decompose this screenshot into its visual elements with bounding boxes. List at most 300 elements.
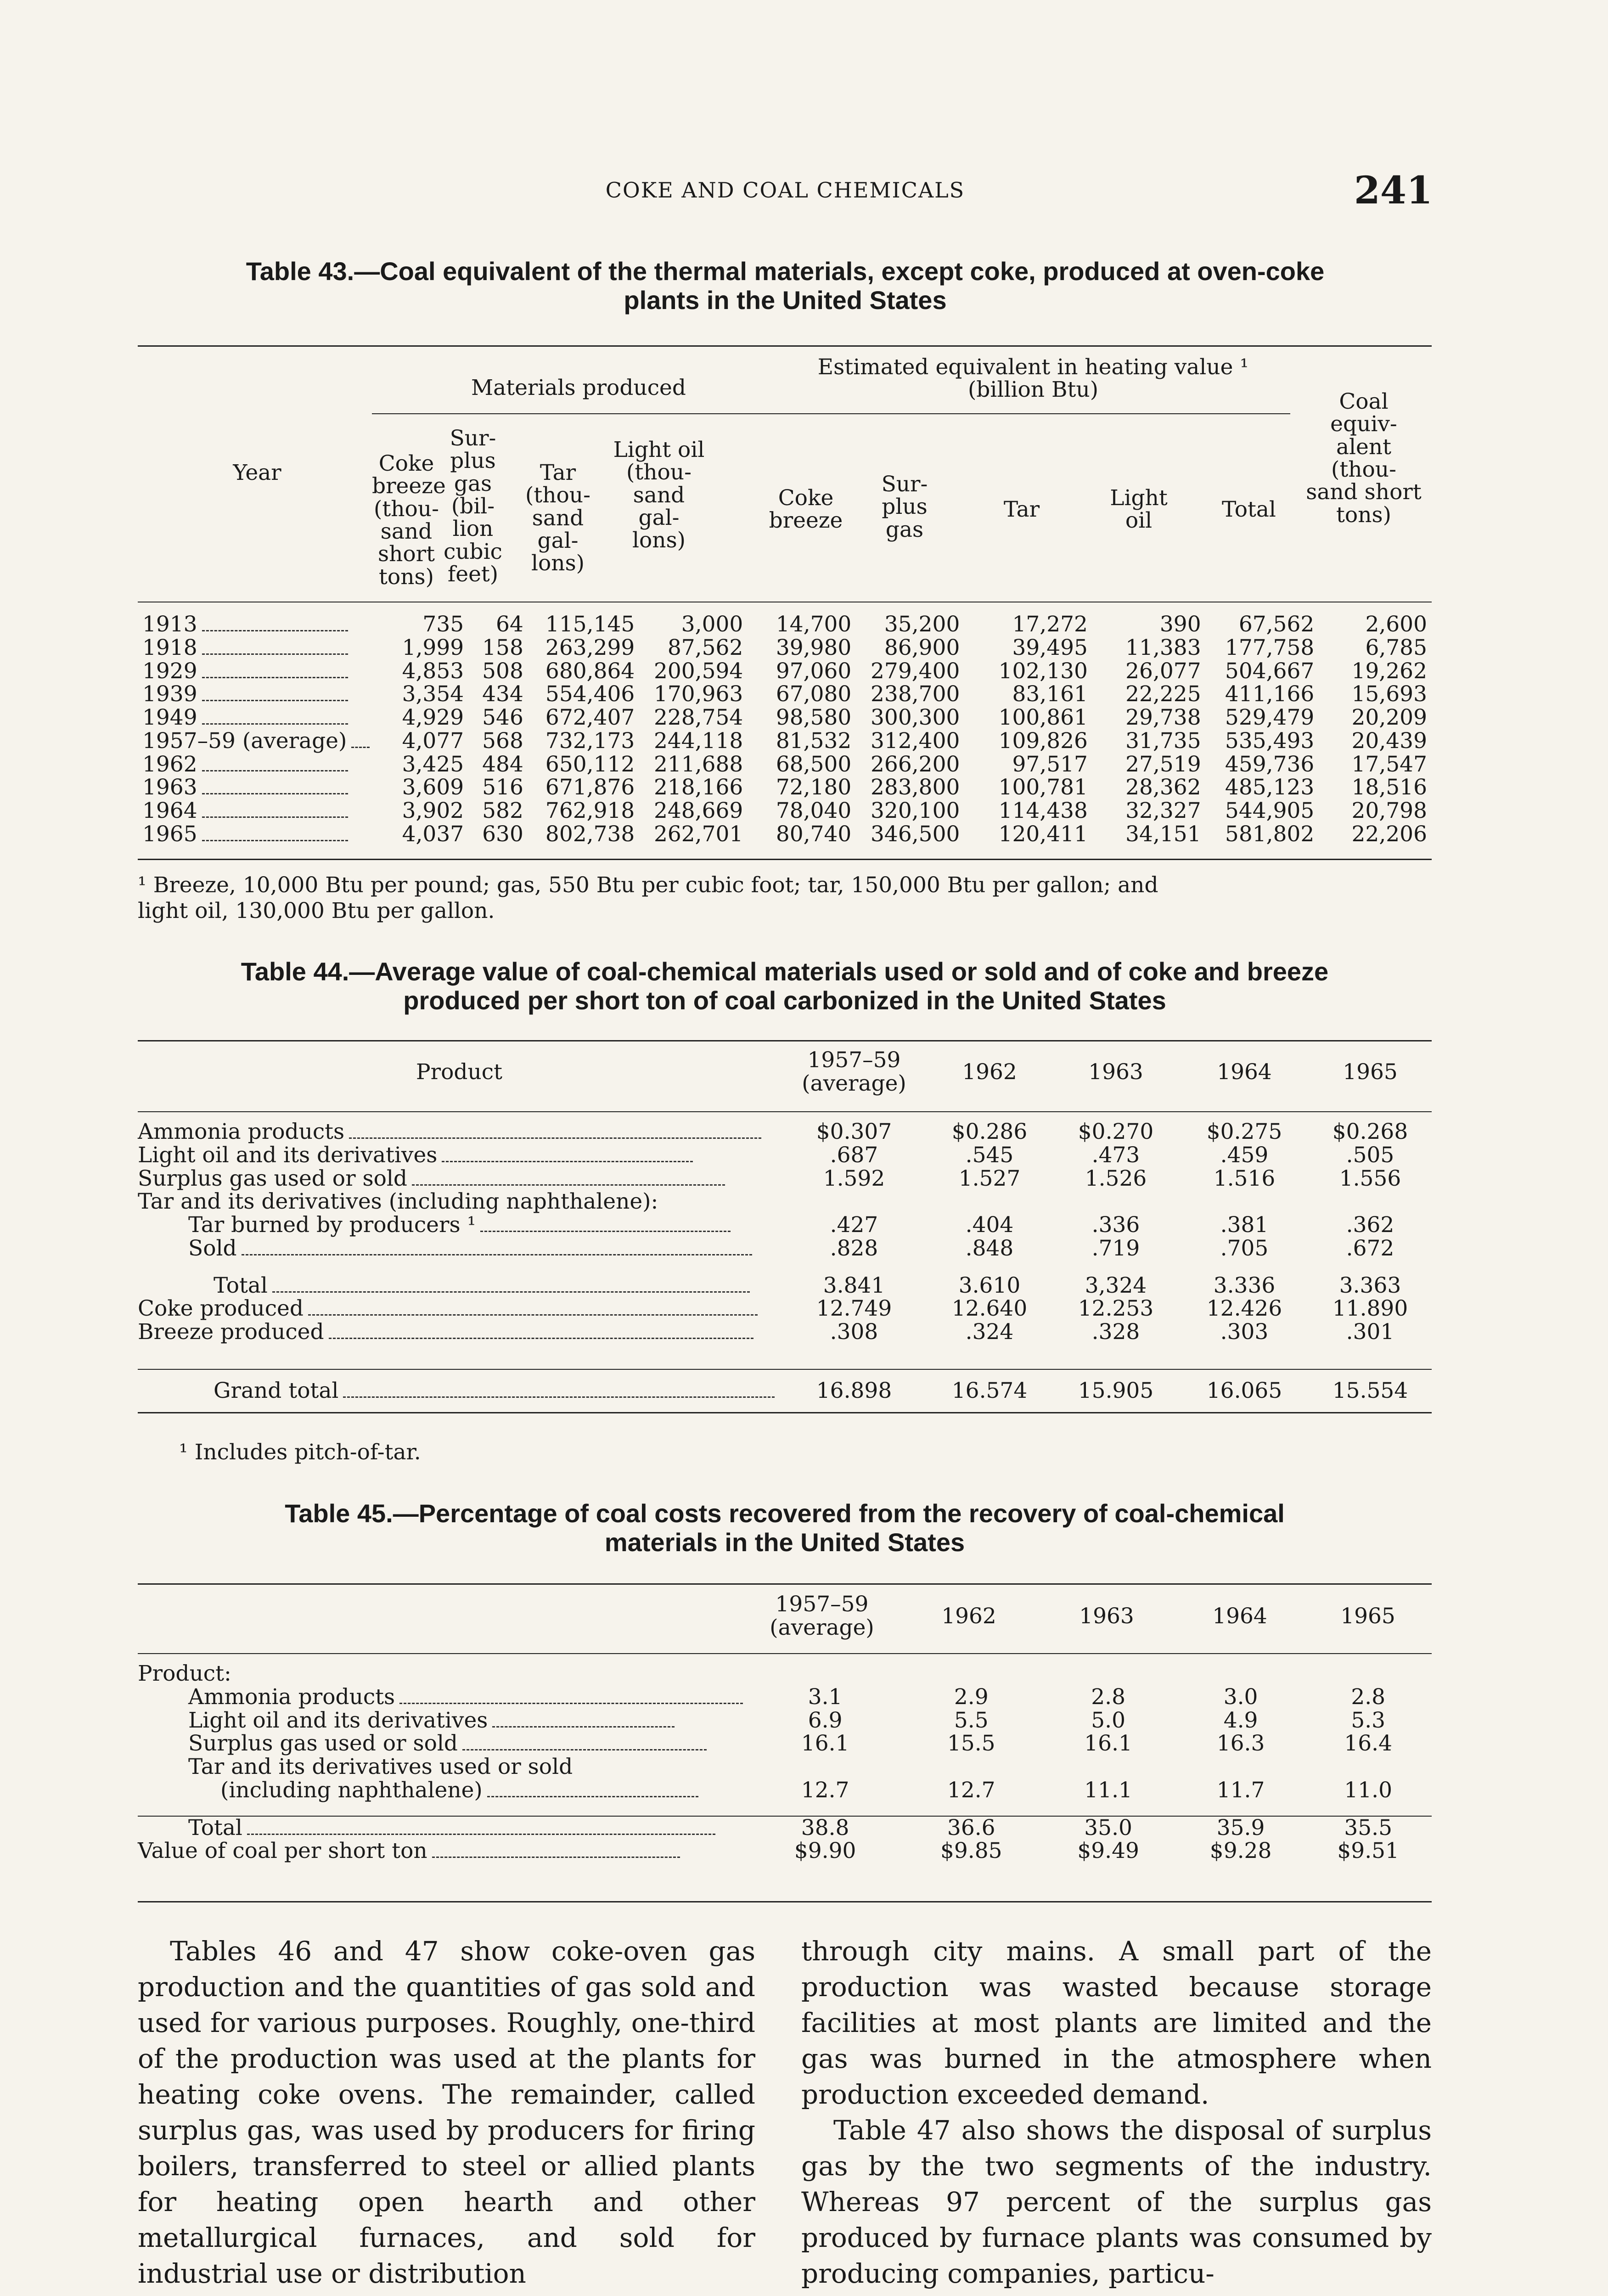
table43-col-surplus-gas: Sur- plus gas (bil- lion cubic feet) — [443, 426, 503, 587]
value-text: 16.898 — [816, 1378, 892, 1403]
value-text: 109,826 — [998, 728, 1088, 754]
value-text: 16.1 — [1084, 1731, 1132, 1756]
value-text: 228,754 — [653, 705, 743, 730]
cell-value — [1309, 1321, 1432, 1344]
year-text: 1918 — [142, 635, 197, 660]
table45-title-line2: materials in the United States — [604, 1527, 965, 1557]
row-label — [138, 753, 389, 777]
cell-value — [1180, 1214, 1309, 1237]
table-row — [138, 1840, 1432, 1863]
cell-value — [528, 753, 639, 777]
table-row — [138, 1756, 1432, 1779]
value-text: 485,123 — [1225, 775, 1315, 800]
value-text: 14,700 — [776, 612, 852, 637]
cell-value — [928, 1297, 1051, 1321]
cell-value — [528, 683, 639, 706]
cell-value — [928, 1237, 1051, 1261]
cell-value — [964, 660, 1092, 683]
value-text: 114,438 — [998, 798, 1088, 823]
cell-value — [928, 1167, 1051, 1191]
value-text: 300,300 — [871, 705, 960, 730]
spacer-row — [138, 1261, 1432, 1274]
cell-value — [1051, 1297, 1180, 1321]
table-row — [138, 613, 1432, 636]
value-text: 64 — [496, 612, 523, 637]
cell-value — [528, 730, 639, 753]
value-text: 78,040 — [776, 798, 852, 823]
value-text: 5.5 — [954, 1707, 989, 1733]
value-text: $9.28 — [1209, 1838, 1272, 1864]
cell-value — [389, 730, 468, 753]
cell-value — [1051, 1369, 1180, 1413]
cell-value — [1092, 636, 1206, 660]
value-text: 5.3 — [1351, 1707, 1386, 1733]
table43-group-rule — [372, 413, 1290, 414]
cell-value — [1040, 1816, 1176, 1840]
cell-value — [928, 1120, 1051, 1144]
value-text: 508 — [482, 658, 523, 684]
value-text: $0.286 — [951, 1119, 1028, 1144]
table43-footnote-line2: light oil, 130,000 Btu per gallon. — [138, 898, 495, 924]
body-right-paragraph-1: through city mains. A small part of the production was wasted because storage facilities at most plants are limited and the gas was burned in the atmosphere when production exceeded demand. — [801, 1936, 1432, 2110]
leader-dots — [247, 1834, 715, 1835]
table-row — [138, 753, 1432, 777]
value-text: 581,802 — [1225, 821, 1315, 847]
cell-value — [1180, 1274, 1309, 1298]
value-text: .672 — [1346, 1235, 1394, 1261]
cell-value — [468, 706, 528, 730]
table-row — [138, 1120, 1432, 1144]
table43-footnote — [138, 872, 1432, 924]
cell-value — [1319, 683, 1432, 706]
body-left-column — [138, 1933, 755, 2291]
cell-value — [1051, 1144, 1180, 1167]
cell-value — [639, 776, 748, 799]
value-text: $9.51 — [1337, 1838, 1399, 1864]
value-text: 1.527 — [958, 1165, 1021, 1191]
value-text: 158 — [482, 635, 523, 660]
cell-value — [1206, 706, 1319, 730]
value-text: 3.610 — [958, 1272, 1021, 1298]
value-text: 630 — [482, 821, 523, 847]
row-label — [138, 1779, 748, 1802]
value-text: 320,100 — [871, 798, 960, 823]
value-text: 98,580 — [776, 705, 852, 730]
table-row — [138, 660, 1432, 683]
cell-value — [1051, 1167, 1180, 1191]
table43-group-materials: Materials produced — [471, 375, 686, 400]
table-row — [138, 1321, 1432, 1344]
table43-title-line1: Table 43.—Coal equivalent of the thermal materials, except coke, produced at oven-coke — [246, 257, 1325, 286]
value-text: 218,166 — [653, 775, 743, 800]
cell-value — [639, 730, 748, 753]
cell-value — [468, 753, 528, 777]
cell-value — [1319, 636, 1432, 660]
cell-value — [748, 799, 856, 823]
row-label-text: Sold — [188, 1235, 237, 1261]
table44-body — [138, 1120, 1432, 1413]
table-row — [138, 1214, 1432, 1237]
table43-col-light-oil: Light oil (thou- sand gal- lons) — [613, 437, 705, 553]
cell-value — [639, 706, 748, 730]
row-label — [138, 776, 389, 799]
cell-value — [639, 660, 748, 683]
row-label-text: Coke produced — [138, 1296, 304, 1322]
cell-value — [1040, 1709, 1176, 1733]
value-text: 72,180 — [776, 775, 852, 800]
row-label — [138, 1840, 748, 1863]
year-text: 1957–59 (average) — [142, 728, 347, 754]
cell-value — [1309, 1297, 1432, 1321]
row-label-text: Ammonia products — [138, 1119, 345, 1144]
cell-value — [1180, 1321, 1309, 1344]
value-text: 31,735 — [1125, 728, 1201, 754]
leader-dots — [349, 1137, 761, 1139]
leader-dots — [242, 1254, 752, 1255]
table43-col-eq-tar: Tar — [1003, 497, 1040, 522]
table45-top-rule — [138, 1583, 1432, 1585]
table43-footnote-line1: ¹ Breeze, 10,000 Btu per pound; gas, 550 Btu per cubic foot; tar, 150,000 Btu per gallon; and — [138, 872, 1158, 898]
value-text: 546 — [482, 705, 523, 730]
cell-value — [964, 776, 1092, 799]
cell-value — [1180, 1144, 1309, 1167]
leader-dots — [308, 1314, 758, 1316]
table44-col-1963: 1963 — [1088, 1059, 1143, 1085]
value-text: 434 — [482, 681, 523, 707]
cell-value — [1309, 1369, 1432, 1413]
row-label — [138, 823, 389, 846]
row-label — [138, 799, 389, 823]
value-text: .687 — [830, 1142, 878, 1168]
cell-value — [781, 1120, 928, 1144]
row-label — [138, 706, 389, 730]
value-text: 16.065 — [1206, 1378, 1282, 1403]
cell-value — [468, 776, 528, 799]
value-text: $0.270 — [1078, 1119, 1154, 1144]
table45-body — [138, 1662, 1432, 1863]
value-text: 170,963 — [653, 681, 743, 707]
table44-header-rule — [138, 1111, 1432, 1112]
cell-value — [964, 613, 1092, 636]
cell-value — [1177, 1840, 1305, 1863]
value-text: 238,700 — [871, 681, 960, 707]
value-text: $0.268 — [1332, 1119, 1408, 1144]
cell-value — [748, 1840, 903, 1863]
table45-col-1957-59 — [744, 1591, 900, 1642]
value-text: 29,738 — [1125, 705, 1201, 730]
value-text: 20,209 — [1351, 705, 1427, 730]
cell-value — [389, 613, 468, 636]
table-row — [138, 1732, 1432, 1756]
cell-value — [468, 823, 528, 846]
cell-value — [856, 683, 964, 706]
value-text: 346,500 — [871, 821, 960, 847]
cell-value — [856, 706, 964, 730]
value-text: 4,077 — [402, 728, 464, 754]
value-text: 102,130 — [998, 658, 1088, 684]
value-text: 762,918 — [545, 798, 635, 823]
table44-col-1964: 1964 — [1217, 1059, 1272, 1085]
table45-title-line1: Table 45.—Percentage of coal costs recovered from the recovery of coal-chemical — [285, 1499, 1285, 1528]
value-text: 3,425 — [402, 751, 464, 777]
cell-value — [748, 636, 856, 660]
cell-value — [1206, 799, 1319, 823]
row-label-text: Value of coal per short ton — [138, 1838, 427, 1864]
value-text: 3,324 — [1085, 1272, 1147, 1298]
cell-value — [528, 706, 639, 730]
value-text: 279,400 — [871, 658, 960, 684]
value-text: 1.556 — [1339, 1165, 1401, 1191]
table-row — [138, 636, 1432, 660]
value-text: 3,609 — [402, 775, 464, 800]
value-text: 81,532 — [776, 728, 852, 754]
value-text: 32,327 — [1125, 798, 1201, 823]
table44-title-line1: Table 44.—Average value of coal-chemical materials used or sold and of coke and breeze — [241, 957, 1329, 986]
value-text: 200,594 — [653, 658, 743, 684]
table43-col-eq-coke-breeze: Coke breeze — [769, 485, 843, 534]
cell-value — [639, 613, 748, 636]
value-text: .303 — [1220, 1319, 1269, 1345]
cell-value — [468, 636, 528, 660]
table43-body — [138, 613, 1432, 846]
table43-top-rule — [138, 345, 1432, 347]
table43-col-eq-light-oil: Light oil — [1110, 485, 1168, 534]
value-text: 1.516 — [1213, 1165, 1276, 1191]
table45-col-1962: 1962 — [941, 1603, 996, 1629]
table45-col-1964: 1964 — [1212, 1603, 1267, 1629]
value-text: 87,562 — [667, 635, 743, 660]
table-row — [138, 1686, 1432, 1709]
value-text: 484 — [482, 751, 523, 777]
row-label-text: Product: — [138, 1661, 231, 1686]
cell-value — [964, 730, 1092, 753]
value-text: 568 — [482, 728, 523, 754]
value-text: .459 — [1220, 1142, 1269, 1168]
table44-top-rule — [138, 1040, 1432, 1041]
value-text: 16.1 — [801, 1731, 849, 1756]
value-text: 177,758 — [1225, 635, 1315, 660]
cell-value — [528, 660, 639, 683]
table43-group-equivalent — [771, 356, 1295, 401]
value-text: 34,151 — [1125, 821, 1201, 847]
leader-dots — [202, 677, 348, 678]
table-row — [138, 776, 1432, 799]
cell-value — [781, 1167, 928, 1191]
value-text: 17,547 — [1351, 751, 1427, 777]
year-text: 1963 — [142, 775, 197, 800]
value-text: 3,354 — [402, 681, 464, 707]
value-text: 3.1 — [808, 1684, 843, 1710]
value-text: 535,493 — [1225, 728, 1315, 754]
cell-value — [1206, 823, 1319, 846]
table45-header-rule — [138, 1653, 1432, 1654]
value-text: 6,785 — [1365, 635, 1427, 660]
leader-dots — [480, 1231, 731, 1232]
body-right-column — [801, 1933, 1432, 2291]
cell-value — [1092, 706, 1206, 730]
year-text: 1949 — [142, 705, 197, 730]
cell-value — [1177, 1709, 1305, 1733]
value-text: 12.7 — [801, 1777, 849, 1803]
value-text: $9.85 — [940, 1838, 1002, 1864]
table45-col-1965: 1965 — [1340, 1603, 1395, 1629]
cell-value — [856, 753, 964, 777]
cell-value — [1040, 1732, 1176, 1756]
value-text: 67,080 — [776, 681, 852, 707]
row-label-text: (including naphthalene) — [220, 1777, 483, 1803]
cell-value — [1304, 1709, 1432, 1733]
cell-value — [748, 683, 856, 706]
value-text: $9.49 — [1077, 1838, 1139, 1864]
value-text: 735 — [422, 612, 464, 637]
row-label — [138, 1709, 748, 1733]
cell-value — [528, 636, 639, 660]
grand-total-rule — [138, 1344, 1432, 1369]
cell-value — [1304, 1686, 1432, 1709]
value-text: 19,262 — [1351, 658, 1427, 684]
cell-value — [903, 1709, 1040, 1733]
table45-col-1957-59-line1: 1957–59 — [775, 1592, 869, 1617]
value-text: 266,200 — [871, 751, 960, 777]
cell-value — [928, 1214, 1051, 1237]
value-text: 97,060 — [776, 658, 852, 684]
cell-value — [748, 660, 856, 683]
cell-value — [856, 776, 964, 799]
table-row — [138, 1190, 1432, 1214]
cell-value — [1304, 1732, 1432, 1756]
cell-value — [389, 660, 468, 683]
cell-value — [856, 636, 964, 660]
cell-value — [928, 1321, 1051, 1344]
value-text: 4,037 — [402, 821, 464, 847]
cell-value — [781, 1369, 928, 1413]
cell-value — [781, 1297, 928, 1321]
cell-value — [389, 823, 468, 846]
leader-dots — [202, 770, 348, 771]
total-rule — [138, 1802, 1432, 1816]
value-text: 211,688 — [653, 751, 743, 777]
row-label — [138, 1237, 781, 1261]
value-text: 3.0 — [1223, 1684, 1258, 1710]
leader-dots — [462, 1749, 707, 1750]
cell-value — [1206, 683, 1319, 706]
cell-value — [1319, 799, 1432, 823]
value-text: .545 — [965, 1142, 1014, 1168]
cell-value — [781, 1321, 928, 1344]
row-label — [138, 1686, 748, 1709]
cell-value — [748, 1732, 903, 1756]
value-text: 2,600 — [1365, 612, 1427, 637]
value-text: 15.5 — [947, 1731, 995, 1756]
cell-value — [1309, 1214, 1432, 1237]
value-text: 100,861 — [998, 705, 1088, 730]
value-text: 115,145 — [545, 612, 635, 637]
cell-value — [748, 823, 856, 846]
leader-dots — [202, 793, 348, 794]
value-text: $0.275 — [1206, 1119, 1282, 1144]
cell-value — [1309, 1120, 1432, 1144]
row-label — [138, 1120, 781, 1144]
value-text: 39,980 — [776, 635, 852, 660]
value-text: 38.8 — [801, 1815, 849, 1840]
value-text: 4,853 — [402, 658, 464, 684]
cell-value — [964, 823, 1092, 846]
value-text: 680,864 — [545, 658, 635, 684]
value-text: 11.890 — [1332, 1296, 1408, 1322]
table-row — [138, 683, 1432, 706]
cell-value — [468, 730, 528, 753]
cell-value — [1051, 1237, 1180, 1261]
leader-dots — [432, 1857, 680, 1858]
row-label-text: Tar burned by producers ¹ — [188, 1212, 476, 1238]
table43-title-line2: plants in the United States — [624, 285, 947, 315]
cell-value — [1304, 1840, 1432, 1863]
value-text: 15,693 — [1351, 681, 1427, 707]
spacer-row — [138, 1802, 1432, 1816]
cell-value — [856, 613, 964, 636]
value-text: 35.0 — [1084, 1815, 1132, 1840]
value-text: 11,383 — [1125, 635, 1201, 660]
row-label — [138, 730, 389, 753]
leader-dots — [492, 1726, 675, 1728]
cell-value — [1319, 706, 1432, 730]
year-text: 1962 — [142, 751, 197, 777]
cell-value — [1206, 730, 1319, 753]
value-text: 1,999 — [402, 635, 464, 660]
leader-dots — [202, 700, 348, 701]
value-text: 6.9 — [808, 1707, 843, 1733]
cell-value — [1177, 1779, 1305, 1802]
running-title: COKE AND COAL CHEMICALS — [605, 178, 965, 203]
cell-value — [1309, 1274, 1432, 1298]
value-text: 35.9 — [1216, 1815, 1265, 1840]
value-text: 504,667 — [1225, 658, 1315, 684]
table-row — [138, 1144, 1432, 1167]
cell-value — [1180, 1237, 1309, 1261]
cell-value — [1319, 776, 1432, 799]
year-text: 1913 — [142, 612, 197, 637]
cell-value — [781, 1214, 928, 1237]
year-text: 1965 — [142, 821, 197, 847]
value-text: .324 — [965, 1319, 1014, 1345]
cell-value — [639, 823, 748, 846]
cell-value — [1319, 753, 1432, 777]
table-row — [138, 1237, 1432, 1261]
cell-value — [1309, 1144, 1432, 1167]
cell-value — [528, 823, 639, 846]
cell-value — [856, 799, 964, 823]
table44-footnote: ¹ Includes pitch-of-tar. — [179, 1440, 421, 1465]
value-text: 22,225 — [1125, 681, 1201, 707]
value-text: 26,077 — [1125, 658, 1201, 684]
value-text: 36.6 — [947, 1815, 995, 1840]
cell-value — [856, 660, 964, 683]
value-text: .473 — [1091, 1142, 1140, 1168]
page-number: 241 — [1354, 169, 1433, 213]
body-right-paragraph-2: Table 47 also shows the disposal of surplus gas by the two segments of the industry. Whereas 97 percent of the surplus gas produced by furnace plants was consumed by producing companies, particu- — [801, 2115, 1432, 2289]
value-text: 67,562 — [1238, 612, 1315, 637]
leader-dots — [351, 747, 370, 748]
total-row — [138, 1274, 1432, 1298]
cell-value — [1319, 823, 1432, 846]
cell-value — [1092, 776, 1206, 799]
value-text: 16.4 — [1344, 1731, 1393, 1756]
value-text: .308 — [830, 1319, 878, 1345]
value-text: 516 — [482, 775, 523, 800]
cell-value — [748, 1686, 903, 1709]
value-text: 28,362 — [1125, 775, 1201, 800]
cell-value — [903, 1732, 1040, 1756]
